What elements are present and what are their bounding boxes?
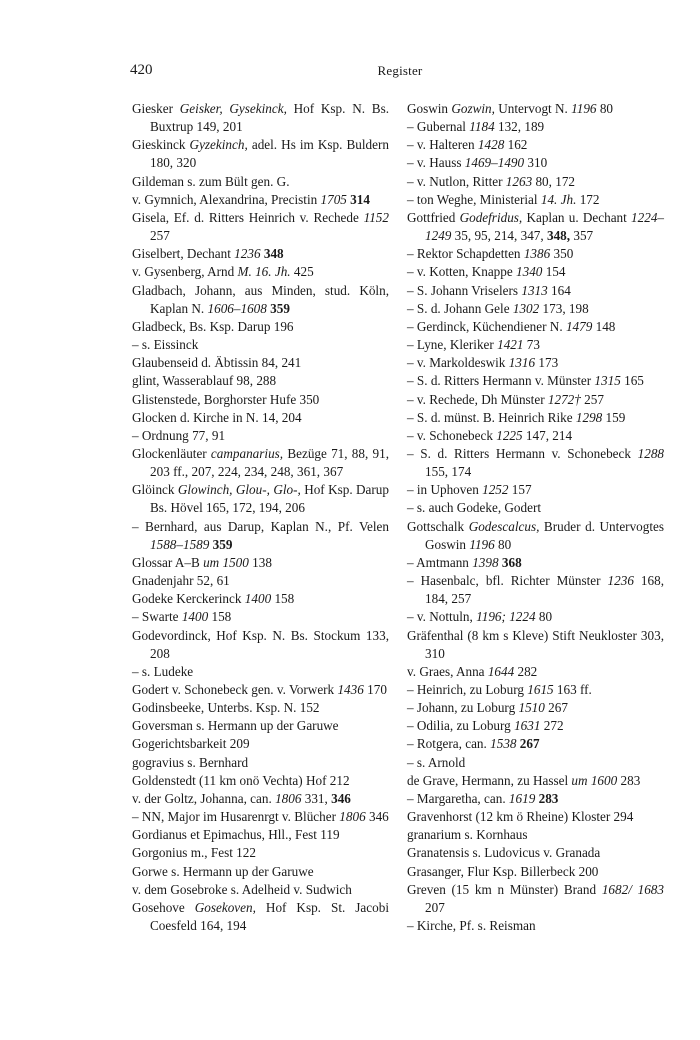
- entry-text: 162: [504, 137, 528, 153]
- entry-italic-text: 1705: [320, 191, 347, 207]
- entry-text: Gnadenjahr 52, 61: [132, 573, 230, 589]
- entry-italic-text: 1615: [527, 682, 554, 697]
- entry-text: 331,: [301, 790, 332, 806]
- entry-text: – S. d. Johann Gele: [407, 300, 513, 316]
- entry-italic-text: 1479: [565, 318, 593, 334]
- entry-text: 168, 184, 257: [425, 573, 665, 607]
- index-entry: [132, 663, 389, 681]
- entry-text: Glöinck: [132, 482, 178, 498]
- entry-italic-text: 1302: [512, 300, 540, 316]
- page-ref-bold: 359: [212, 536, 233, 552]
- entry-text: 165: [620, 373, 644, 389]
- entry-text: Gladbeck, Bs. Ksp. Darup 196: [132, 318, 294, 334]
- index-entry: [407, 136, 664, 154]
- index-entry: [407, 409, 664, 427]
- index-entry: [132, 754, 389, 772]
- index-entry: [407, 154, 664, 172]
- entry-italic-text: 1225: [496, 427, 523, 443]
- index-column-right: [407, 100, 664, 935]
- entry-text: 157: [508, 482, 532, 498]
- entry-text: Granatensis s. Ludovicus v. Granada: [407, 845, 601, 861]
- entry-text: Gottschalk: [407, 518, 469, 534]
- index-entry: [132, 608, 389, 626]
- entry-italic-text: 1631: [514, 718, 541, 734]
- index-entry: [407, 173, 664, 191]
- entry-text: – Bernhard, aus Darup, Kaplan N., Pf. Velen: [132, 518, 389, 534]
- index-entry: [407, 554, 664, 572]
- index-entry: [407, 699, 664, 717]
- entry-text: adel. Hs im Ksp. Buldern 180, 320: [150, 137, 389, 171]
- page-number: 420: [130, 62, 153, 78]
- index-entry: [132, 863, 389, 881]
- entry-text: Gravenhorst (12 km ö Rheine) Kloster 294: [407, 809, 634, 825]
- entry-text: de Grave, Hermann, zu Hassel: [407, 772, 572, 788]
- index-entry: [407, 518, 664, 554]
- page-ref-bold: 314: [350, 191, 370, 207]
- entry-italic-text: 1252: [482, 482, 509, 498]
- index-entry: [407, 391, 664, 409]
- entry-text: 310: [524, 155, 548, 171]
- entry-text: Goswin: [407, 101, 452, 116]
- entry-text: Goversman s. Hermann up der Garuwe: [132, 718, 339, 734]
- entry-text: Glockenläuter: [132, 445, 211, 461]
- index-entry: [407, 863, 664, 881]
- index-entry: [132, 282, 389, 318]
- entry-text: Godinsbeeke, Unterbs. Ksp. N. 152: [132, 700, 320, 716]
- entry-text: 173, 198: [539, 300, 589, 316]
- entry-text: – v. Kotten, Knappe: [407, 264, 517, 280]
- entry-text: Bruder d. Untervogtes Goswin: [425, 518, 664, 552]
- index-entry: [407, 735, 664, 753]
- entry-text: – v. Markoldeswik: [407, 355, 509, 371]
- entry-text: 80, 172: [532, 173, 576, 189]
- index-entry: [407, 754, 664, 772]
- entry-italic-text: 1386: [523, 246, 551, 262]
- entry-text: 257: [150, 228, 170, 244]
- index-entry: [407, 499, 664, 517]
- index-entry: [132, 100, 389, 136]
- entry-italic-text: M. 16. Jh.: [237, 264, 291, 280]
- entry-text: 257: [580, 391, 604, 407]
- entry-text: v. Graes, Anna: [407, 663, 488, 679]
- entry-italic-text: 1298: [575, 409, 603, 425]
- entry-text: – v. Schonebeck: [407, 427, 497, 443]
- entry-italic-text: 1272†: [547, 391, 581, 407]
- entry-text: 158: [271, 591, 295, 607]
- index-entry: [132, 699, 389, 717]
- entry-text: – Hasenbalc, bfl. Richter Münster: [407, 573, 608, 589]
- entry-text: – S. d. Ritters Hermann v. Schonebeck: [407, 445, 638, 461]
- entry-text: – Gubernal: [407, 119, 470, 135]
- page-ref-bold: 346: [331, 790, 351, 806]
- index-entry: [407, 772, 664, 790]
- entry-italic-text: 1400: [181, 609, 209, 625]
- index-entry: [407, 481, 664, 499]
- index-entry: [132, 391, 389, 409]
- entry-text: 282: [514, 663, 538, 679]
- entry-text: – Odilia, zu Loburg: [407, 718, 515, 734]
- entry-italic-text: 1538: [490, 736, 517, 752]
- index-entry: [132, 427, 389, 445]
- index-entry: [132, 209, 389, 245]
- index-entry: [407, 245, 664, 263]
- entry-text: – s. auch Godeke, Godert: [407, 500, 542, 516]
- entry-italic-text: 1619: [508, 790, 536, 806]
- index-entry: [132, 844, 389, 862]
- entry-text: 147, 214: [522, 427, 573, 443]
- entry-text: – ton Weghe, Ministerial: [407, 191, 541, 207]
- entry-italic-text: Gyzekinch,: [189, 137, 248, 153]
- index-entry: [407, 881, 664, 917]
- index-entry: [132, 808, 389, 826]
- entry-italic-text: Godescalcus,: [468, 518, 540, 534]
- page-header: [130, 62, 670, 84]
- entry-text: 283: [617, 772, 641, 788]
- entry-italic-text: 1288: [637, 445, 664, 461]
- entry-italic-text: 1196: [469, 536, 495, 552]
- entry-text: Gorgonius m., Fest 122: [132, 845, 256, 861]
- index-entry: [132, 445, 389, 481]
- entry-italic-text: 1400: [244, 591, 272, 607]
- entry-italic-text: 1224–1249: [425, 209, 664, 244]
- entry-italic-text: 1806: [339, 809, 366, 825]
- entry-text: – Heinrich, zu Loburg: [407, 682, 528, 697]
- index-entry: [132, 627, 389, 663]
- entry-text: – v. Hauss: [407, 155, 465, 171]
- entry-text: – s. Eissinck: [132, 337, 199, 353]
- entry-italic-text: 1806: [275, 790, 302, 806]
- entry-italic-text: 1152: [363, 209, 389, 225]
- entry-italic-text: Geisker, Gysekinck,: [179, 101, 287, 116]
- entry-italic-text: campanarius,: [210, 445, 284, 461]
- entry-text: Hof Ksp. St. Jacobi Coesfeld 164, 194: [150, 899, 389, 934]
- entry-text: Glaubenseid d. Äbtissin 84, 241: [132, 355, 302, 371]
- index-entry: [407, 372, 664, 390]
- page-ref-bold: 283: [538, 790, 559, 806]
- index-entry: [407, 300, 664, 318]
- entry-text: – v. Nottuln,: [407, 609, 477, 625]
- index-entry: [407, 627, 664, 663]
- index-entry: [132, 790, 389, 808]
- index-entry: [407, 917, 664, 935]
- page-ref-bold: 267: [519, 736, 540, 752]
- index-entry: [132, 735, 389, 753]
- index-entry: [407, 681, 664, 699]
- entry-text: v. der Goltz, Johanna, can.: [132, 790, 276, 806]
- entry-text: – Amtmann: [407, 554, 473, 570]
- entry-italic-text: 1436: [337, 682, 364, 697]
- page-ref-bold: 348,: [546, 228, 571, 244]
- index-column-left: [132, 100, 389, 935]
- page-ref-bold: 359: [270, 300, 290, 316]
- entry-text: Untervogt N.: [494, 101, 572, 116]
- entry-italic-text: 1428: [477, 137, 505, 153]
- entry-text: Godert v. Schonebeck gen. v. Vorwerk: [132, 682, 338, 697]
- index-entry: [407, 608, 664, 626]
- index-entry: [407, 572, 664, 608]
- entry-text: 148: [592, 318, 616, 334]
- index-entry: [132, 191, 389, 209]
- entry-text: Gisela, Ef. d. Ritters Heinrich v. Rechede: [132, 209, 364, 225]
- entry-text: gogravius s. Bernhard: [132, 754, 249, 770]
- entry-text: – Swarte: [132, 609, 182, 625]
- index-entry: [407, 336, 664, 354]
- entry-text: Godeke Kerckerinck: [132, 591, 245, 607]
- entry-text: Godevordinck, Hof Ksp. N. Bs. Stockum 133, 208: [132, 627, 389, 661]
- entry-text: 138: [248, 554, 272, 570]
- entry-text: Bezüge 71, 88, 91, 203 ff., 207, 224, 234, 248, 361, 367: [150, 445, 389, 480]
- index-entry: [132, 717, 389, 735]
- index-entry: [407, 100, 664, 118]
- index-entry: [407, 354, 664, 372]
- index-entry: [132, 681, 389, 699]
- entry-text: – s. Ludeke: [132, 663, 194, 679]
- entry-text: – in Uphoven: [407, 482, 483, 498]
- entry-italic-text: 1421: [497, 337, 524, 353]
- entry-italic-text: 1644: [487, 663, 515, 679]
- entry-italic-text: 1606–1608: [207, 300, 267, 316]
- entry-text: 80: [596, 101, 614, 116]
- entry-italic-text: Glowinch, Glou-, Glo-,: [177, 482, 301, 498]
- index-entry: [132, 518, 389, 554]
- index-entry: [407, 790, 664, 808]
- entry-text: – Kirche, Pf. s. Reisman: [407, 918, 536, 934]
- entry-text: Glocken d. Kirche in N. 14, 204: [132, 409, 302, 425]
- entry-text: 350: [550, 246, 574, 262]
- index-entry: [407, 318, 664, 336]
- entry-text: Gosehove: [132, 899, 195, 915]
- entry-text: Gräfenthal (8 km s Kleve) Stift Neukloster 303, 310: [407, 627, 664, 661]
- entry-italic-text: Godefridus,: [459, 209, 523, 225]
- entry-text: – Gerdinck, Küchendiener N.: [407, 318, 566, 334]
- index-entry: [132, 409, 389, 427]
- entry-text: granarium s. Kornhaus: [407, 827, 528, 843]
- index-entry: [407, 844, 664, 862]
- index-entry: [132, 826, 389, 844]
- entry-text: – S. Johann Vriselers: [407, 282, 522, 298]
- entry-text: – S. d. Ritters Hermann v. Münster: [407, 373, 595, 389]
- entry-text: 172: [576, 191, 600, 207]
- entry-text: 163 ff.: [553, 682, 592, 697]
- entry-text: 35, 95, 214, 347,: [451, 228, 547, 244]
- entry-italic-text: Gosekoven,: [194, 899, 256, 915]
- entry-italic-text: 1682/ 1683: [601, 881, 664, 897]
- entry-italic-text: 1313: [521, 282, 548, 298]
- entry-text: 267: [544, 700, 568, 716]
- entry-italic-text: Gozwin,: [451, 101, 495, 116]
- index-entry: [407, 808, 664, 826]
- index-entry: [132, 336, 389, 354]
- page-ref-bold: 368: [501, 554, 522, 570]
- entry-text: – Ordnung 77, 91: [132, 427, 226, 443]
- index-entry: [132, 263, 389, 281]
- index-entry: [132, 136, 389, 172]
- entry-text: Hof Ksp. Darup Bs. Hövel 165, 172, 194, 206: [150, 482, 389, 516]
- index-entry: [132, 173, 389, 191]
- entry-text: Gottfried: [407, 209, 460, 225]
- index-entry: [132, 772, 389, 790]
- entry-italic-text: 1398: [472, 554, 499, 570]
- entry-text: – NN, Major im Husarenrgt v. Blücher: [132, 809, 340, 825]
- entry-italic-text: 1315: [594, 373, 621, 389]
- entry-text: – Margaretha, can.: [407, 790, 509, 806]
- entry-text: 207: [425, 899, 445, 915]
- entry-italic-text: 1588–1589: [150, 536, 210, 552]
- index-entry: [407, 282, 664, 300]
- entry-italic-text: 1263: [505, 173, 533, 189]
- running-head: Register: [377, 63, 423, 78]
- entry-text: 425: [290, 264, 314, 280]
- entry-text: Glossar A–B: [132, 554, 204, 570]
- entry-text: – v. Nutlon, Ritter: [407, 173, 506, 189]
- entry-italic-text: um 1600: [571, 772, 618, 788]
- page-ref-bold: 348: [263, 246, 284, 262]
- entry-text: – Rektor Schapdetten: [407, 246, 524, 262]
- index-entry: [407, 717, 664, 735]
- entry-text: Gorwe s. Hermann up der Garuwe: [132, 863, 314, 879]
- entry-text: v. Gysenberg, Arnd: [132, 264, 238, 280]
- index-entry: [407, 263, 664, 281]
- entry-text: 357: [570, 228, 594, 244]
- entry-text: Gordianus et Epimachus, Hll., Fest 119: [132, 827, 340, 843]
- entry-text: 170: [363, 682, 387, 697]
- entry-text: Giesker: [132, 101, 180, 116]
- entry-text: 173: [535, 355, 559, 371]
- entry-text: – v. Rechede, Dh Münster: [407, 391, 548, 407]
- entry-text: 80: [494, 536, 512, 552]
- entry-italic-text: 1510: [518, 700, 545, 716]
- entry-text: Gildeman s. zum Bült gen. G.: [132, 173, 290, 189]
- entry-text: Grasanger, Flur Ksp. Billerbeck 200: [407, 863, 599, 879]
- entry-text: Glistenstede, Borghorster Hufe 350: [132, 391, 320, 407]
- index-entry: [132, 245, 389, 263]
- entry-text: Gieskinck: [132, 137, 190, 153]
- entry-text: 154: [542, 264, 566, 280]
- entry-italic-text: 1196; 1224: [476, 609, 536, 625]
- entry-italic-text: 1196: [571, 101, 597, 116]
- entry-text: 155, 174: [425, 464, 472, 480]
- index-entry: [132, 881, 389, 899]
- entry-text: 158: [208, 609, 232, 625]
- entry-text: – S. d. münst. B. Heinrich Rike: [407, 409, 576, 425]
- entry-text: v. dem Gosebroke s. Adelheid v. Sudwich: [132, 881, 352, 897]
- entry-italic-text: 1236: [234, 246, 261, 262]
- entry-text: – Johann, zu Loburg: [407, 700, 519, 716]
- entry-text: Giselbert, Dechant: [132, 246, 235, 262]
- index-entry: [407, 209, 664, 245]
- entry-text: – Lyne, Kleriker: [407, 337, 498, 353]
- entry-text: 272: [540, 718, 564, 734]
- entry-text: Goldenstedt (11 km onö Vechta) Hof 212: [132, 772, 350, 788]
- index-entry: [132, 590, 389, 608]
- entry-italic-text: 1469–1490: [464, 155, 525, 171]
- index-entry: [132, 554, 389, 572]
- entry-text: 73: [523, 337, 540, 353]
- index-entry: [407, 826, 664, 844]
- entry-text: 346: [365, 809, 389, 825]
- index-entry: [407, 663, 664, 681]
- entry-italic-text: 1340: [516, 264, 543, 280]
- entry-text: 164: [547, 282, 571, 298]
- entry-italic-text: 1236: [607, 573, 634, 589]
- entry-italic-text: 1316: [508, 355, 536, 371]
- entry-text: Hof Ksp. N. Bs. Buxtrup 149, 201: [150, 101, 390, 135]
- entry-italic-text: um 1500: [203, 554, 249, 570]
- entry-text: Gogerichtsbarkeit 209: [132, 736, 250, 752]
- index-entry: [132, 899, 389, 935]
- index-entry: [132, 318, 389, 336]
- entry-italic-text: 14. Jh.: [540, 191, 577, 207]
- index-entry: [132, 354, 389, 372]
- entry-text: Kaplan u. Dechant: [522, 209, 632, 225]
- entry-text: 159: [602, 409, 626, 425]
- index-entry: [132, 372, 389, 390]
- entry-text: v. Gymnich, Alexandrina, Precistin: [132, 191, 321, 207]
- entry-text: – Rotgera, can.: [407, 736, 491, 752]
- entry-text: 80: [535, 609, 553, 625]
- entry-text: glint, Wasserablauf 98, 288: [132, 373, 277, 389]
- entry-text: – s. Arnold: [407, 754, 466, 770]
- entry-text: – v. Halteren: [407, 137, 478, 153]
- index-entry: [407, 191, 664, 209]
- index-entry: [407, 118, 664, 136]
- index-entry: [132, 572, 389, 590]
- index-entry: [407, 427, 664, 445]
- entry-text: 132, 189: [494, 119, 545, 135]
- entry-text: Greven (15 km n Münster) Brand: [407, 881, 602, 897]
- entry-text: Gladbach, Johann, aus Minden, stud. Köln, Kaplan N.: [132, 282, 389, 316]
- entry-italic-text: 1184: [469, 119, 495, 135]
- index-entry: [132, 481, 389, 517]
- index-entry: [407, 445, 664, 481]
